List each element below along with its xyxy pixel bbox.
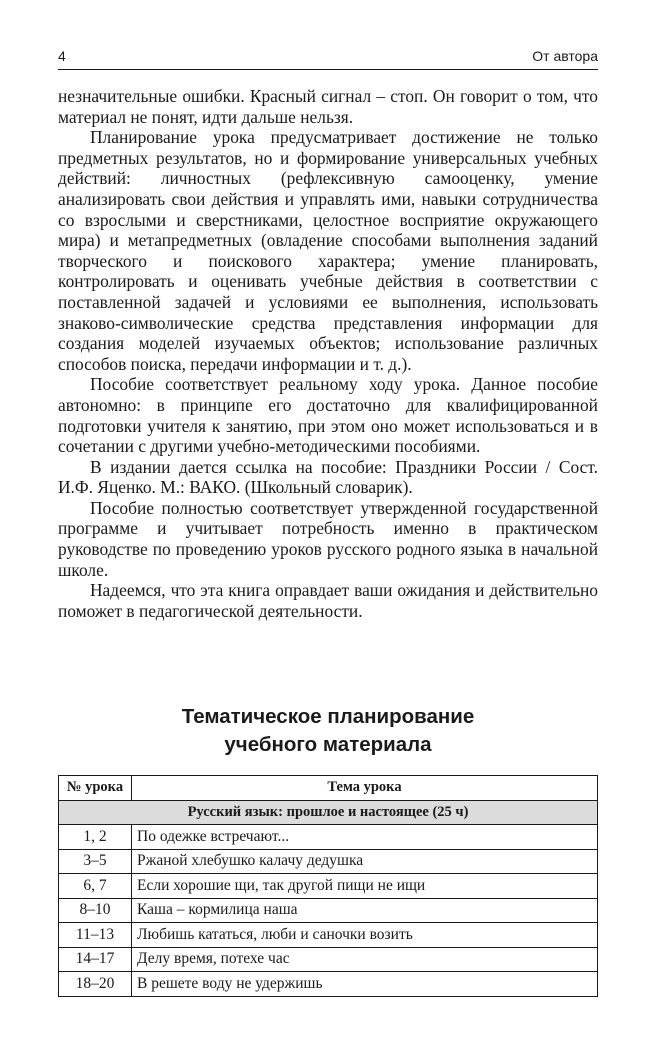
table-row xyxy=(59,849,598,874)
paragraph: незначительные ошибки. Красный сигнал – стоп. Он говорит о том, что материал не понят, идти дальше нельзя. xyxy=(58,86,598,127)
lesson-number: 18–20 xyxy=(59,972,132,997)
paragraph: Пособие соответствует реальному ходу урока. Данное пособие автономно: в принципе его достаточно для квалифицированной подготовки учителя к занятию, при этом оно может использоваться и в сочетании с другими учебно-методическими пособиями. xyxy=(58,374,598,457)
lesson-number: 6, 7 xyxy=(59,874,132,899)
lesson-topic: Каша – кормилица наша xyxy=(132,898,598,923)
running-head xyxy=(58,44,598,70)
heading-line: учебного материала xyxy=(224,733,432,756)
table-row xyxy=(59,923,598,948)
lesson-topic: По одежке встречают... xyxy=(132,825,598,850)
table-row xyxy=(59,874,598,899)
paragraph: Планирование урока предусматривает достижение не только предметных результатов, но и формирование универсальных учебных действий: личностных (рефлексивную самооценку, умение анализировать свои действия и управлять ими, навыки сотрудничества со взрослыми и сверстниками, целостное восприятие окружающего мира) и метапредметных (овладение способами выполнения заданий творческого и поискового характера; умение планировать, контролировать и оценивать учебные действия в соответствии с поставленной задачей и условиями ее выполнения, использовать знаково-символические средства представления информации для создания моделей изучаемых объектов; использование различных способов поиска, передачи информации и т. д.). xyxy=(58,127,598,374)
table-row xyxy=(59,825,598,850)
lesson-topic: Делу время, потехе час xyxy=(132,947,598,972)
table-section-row xyxy=(59,800,598,825)
lesson-number: 1, 2 xyxy=(59,825,132,850)
paragraph: Надеемся, что эта книга оправдает ваши ожидания и действительно поможет в педагогической деятельности. xyxy=(58,580,598,621)
page-number: 4 xyxy=(58,48,66,64)
table-header-row xyxy=(59,776,598,801)
heading-line: Тематическое планирование xyxy=(181,705,475,728)
table-row xyxy=(59,947,598,972)
table-row xyxy=(59,898,598,923)
header-divider xyxy=(58,69,598,70)
column-header-lesson-topic: Тема урока xyxy=(132,776,598,801)
body-text xyxy=(58,86,598,621)
lesson-number: 11–13 xyxy=(59,923,132,948)
lesson-number: 3–5 xyxy=(59,849,132,874)
lesson-number: 8–10 xyxy=(59,898,132,923)
lesson-number: 14–17 xyxy=(59,947,132,972)
paragraph: Пособие полностью соответствует утвержденной государственной программе и учитывает потребность именно в практическом руководстве по проведению уроков русского родного языка в начальной школе. xyxy=(58,497,598,580)
table-row xyxy=(59,972,598,997)
table-section-title: Русский язык: прошлое и настоящее (25 ч) xyxy=(59,800,598,825)
lesson-plan-table xyxy=(58,775,598,997)
section-heading xyxy=(58,703,598,759)
lesson-topic: Ржаной хлебушко калачу дедушка xyxy=(132,849,598,874)
running-head-title: От автора xyxy=(532,48,598,64)
lesson-topic: В решете воду не удержишь xyxy=(132,972,598,997)
paragraph: В издании дается ссылка на пособие: Праздники России / Сост. И.Ф. Яценко. М.: ВАКО. (Школьный словарик). xyxy=(58,456,598,498)
lesson-topic: Любишь кататься, люби и саночки возить xyxy=(132,923,598,948)
lesson-topic: Если хорошие щи, так другой пищи не ищи xyxy=(132,874,598,899)
column-header-lesson-number: № урока xyxy=(59,776,132,801)
